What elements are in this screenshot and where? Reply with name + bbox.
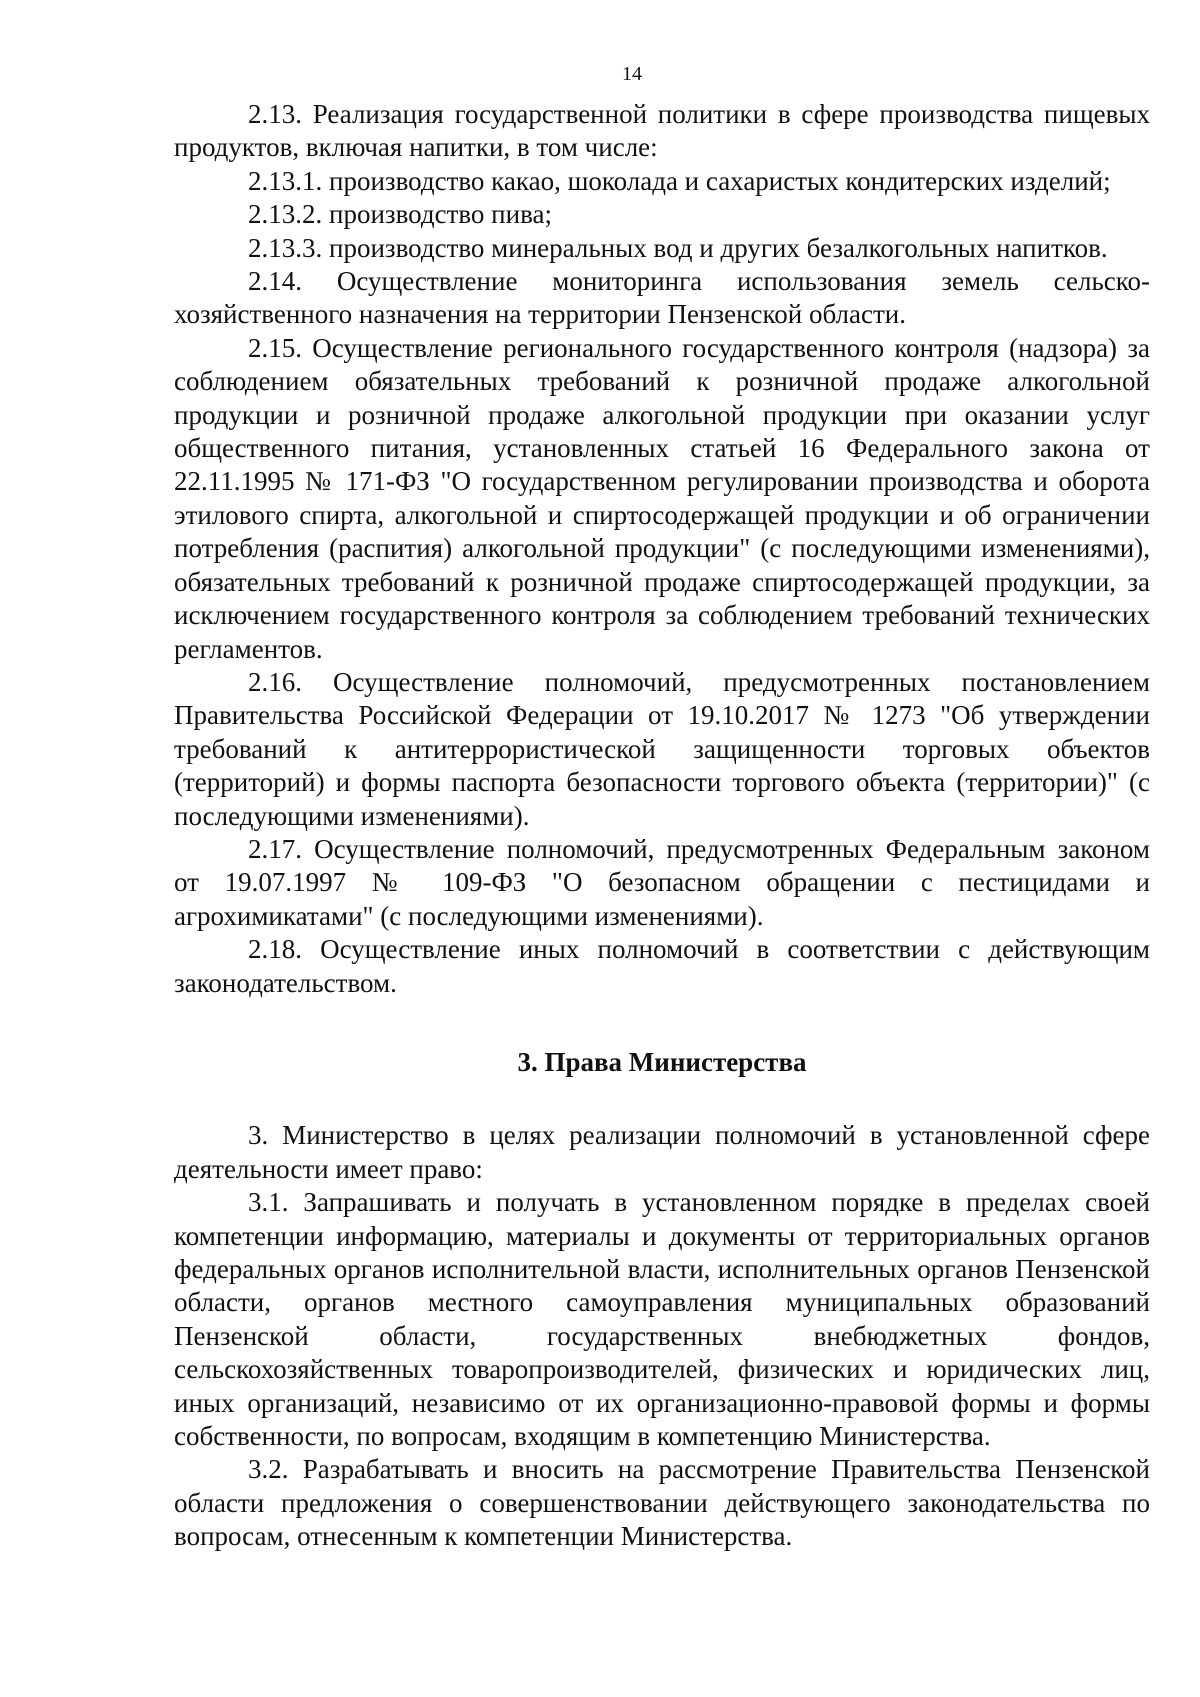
section-3-heading: 3. Права Министерства xyxy=(517,1046,807,1077)
paragraph-3: 3. Министерство в целях реализации полномочий в установленной сфере деятельности имеет право: xyxy=(174,1120,1150,1184)
paragraph-2-17: 2.17. Осуществление полномочий, предусмотренных Федеральным законом от 19.07.1997 № 109-ФЗ "О безопасном обращении с пестицидами и агрохимикатами" (с последующими изменениями). xyxy=(174,833,1150,931)
document-page xyxy=(174,62,1150,1554)
paragraph-2-13-1: 2.13.1. производство какао, шоколада и сахаристых кондитерских изделий; xyxy=(248,165,1111,196)
paragraph-2-13-3: 2.13.3. производство минеральных вод и других безалкогольных напитков. xyxy=(248,232,1108,263)
paragraph-2-15: 2.15. Осуществление регионального государственного контроля (надзора) за соблюдением обязательных требований к розничной продаже алкогольной продукции и розничной продаже алкогольной продукции при оказании услуг общественного питания, установленных статьей 16 Федерального закона от 22.11.1995 № 171-ФЗ "О государственном регулировании производства и оборота этилового спирта, алкогольной и спиртосодержащей продукции и об ограничении потребления (распития) алкогольной продукции" (с последующими изменениями), обязательных требований к розничной продаже спиртосодержащей продукции, за исключением государственного контроля за соблюдением требований технических регламентов. xyxy=(174,332,1150,664)
paragraph-3-1: 3.1. Запрашивать и получать в установленном порядке в пределах своей компетенции информацию, материалы и документы от территориальных органов федеральных органов исполнительной власти, исполнительных органов Пензенской области, органов местного самоуправления муниципальных образований Пензенской области, государственных внебюджетных фондов, сельскохозяйственных товаропроизводителей, физических и юридических лиц, иных организаций, независимо от их организационно-правовой формы и формы собственности, по вопросам, входящим в компетенцию Министерства. xyxy=(174,1187,1150,1452)
paragraph-2-18: 2.18. Осуществление иных полномочий в соответствии с действующим законодательством. xyxy=(174,934,1150,998)
paragraph-3-2: 3.2. Разрабатывать и вносить на рассмотрение Правительства Пензенской области предложения о совершенствовании действующего законодательства по вопросам, отнесенным к компетенции Министерства. xyxy=(174,1454,1150,1552)
paragraph-2-13-2: 2.13.2. производство пива; xyxy=(248,199,552,230)
paragraph-2-16: 2.16. Осуществление полномочий, предусмотренных постановлением Правительства Российской Федерации от 19.10.2017 № 1273 "Об утверждении требований к антитеррористической защищенности торговых объектов (территорий) и формы паспорта безопасности торгового объекта (территории)" (с последующими изменениями). xyxy=(174,666,1150,831)
page-number: 14 xyxy=(622,63,642,85)
paragraph-2-13: 2.13. Реализация государственной политики в сфере производства пищевых продуктов, включая напитки, в том числе: xyxy=(174,99,1150,163)
paragraph-2-14: 2.14. Осуществление мониторинга использования земель сельско-хозяйственного назначения на территории Пензенской области. xyxy=(174,266,1150,330)
